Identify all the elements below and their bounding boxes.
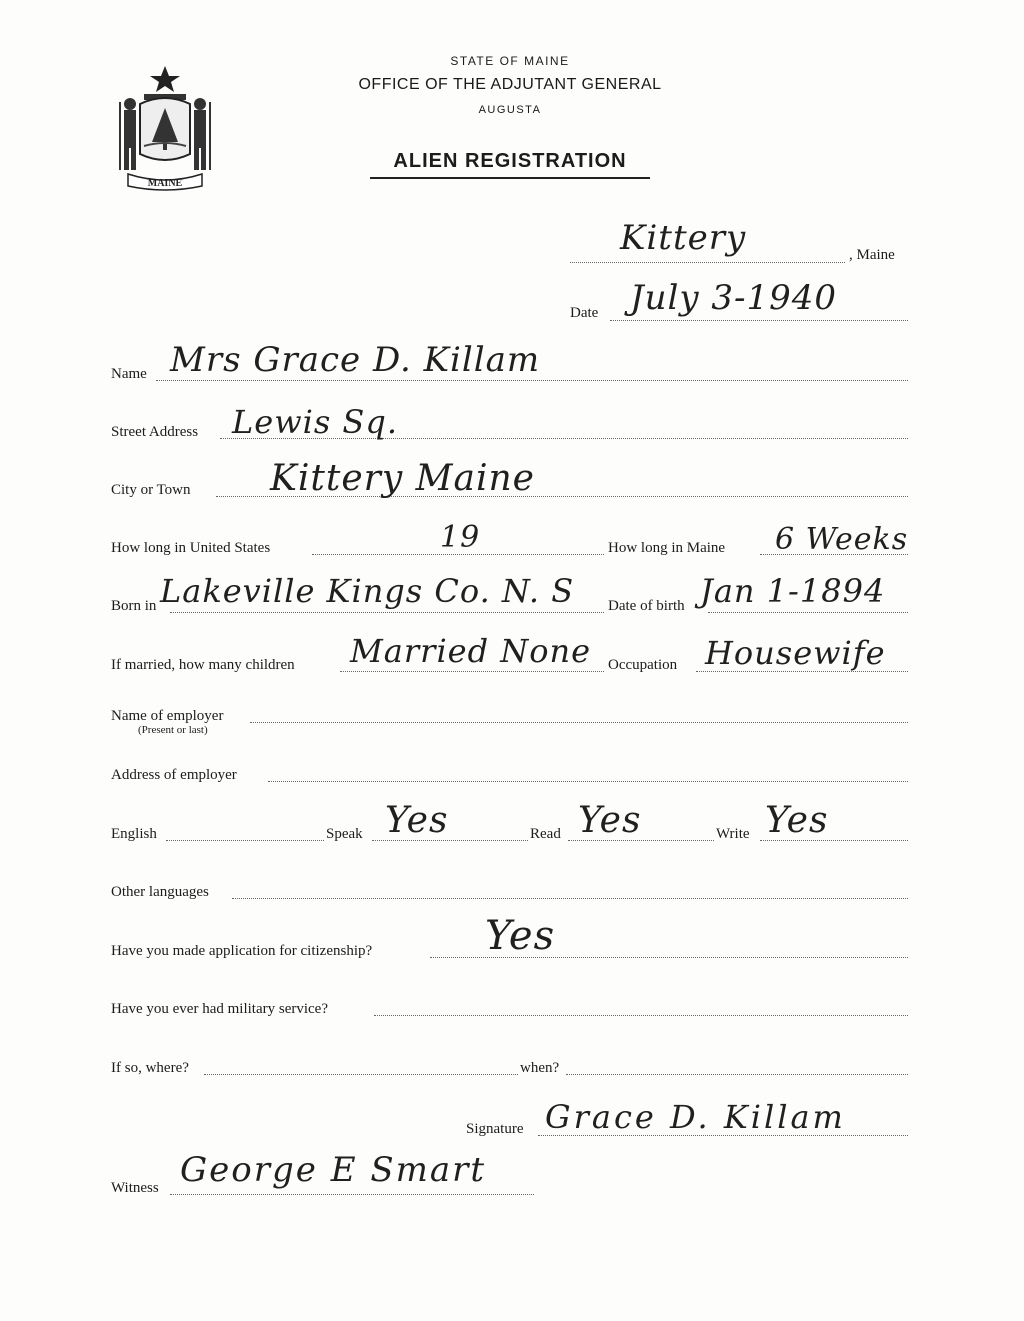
children-line [340, 671, 604, 672]
other-languages-line[interactable] [232, 898, 908, 899]
employer-line[interactable] [250, 722, 908, 723]
seal-text: MAINE [147, 178, 183, 189]
city-value[interactable]: Kittery Maine [270, 458, 535, 499]
office-heading: OFFICE OF THE ADJUTANT GENERAL [358, 76, 662, 93]
employer-label: Name of employer [111, 708, 224, 724]
english-label: English [111, 826, 157, 842]
dob-line [708, 612, 908, 613]
maine-label: How long in Maine [608, 540, 726, 556]
maine-value[interactable]: 6 Weeks [775, 522, 909, 557]
signature-label: Signature [466, 1121, 524, 1137]
signature-value[interactable]: Grace D. Killam [545, 1098, 846, 1136]
occupation-value[interactable]: Housewife [705, 634, 886, 672]
speak-label: Speak [326, 826, 363, 842]
date-line [610, 320, 908, 321]
town-line [570, 262, 845, 263]
city-heading: AUGUSTA [478, 104, 542, 116]
maine-suffix: , Maine [849, 247, 895, 263]
speak-value[interactable]: Yes [385, 800, 449, 841]
witness-value[interactable]: George E Smart [180, 1150, 487, 1190]
read-label: Read [530, 826, 561, 842]
english-line [166, 840, 324, 841]
born-value[interactable]: Lakeville Kings Co. N. S [160, 572, 575, 610]
witness-line [170, 1194, 534, 1195]
date-value[interactable]: July 3-1940 [630, 278, 838, 318]
us-label: How long in United States [111, 540, 271, 556]
dob-label: Date of birth [608, 598, 685, 614]
state-heading: STATE OF MAINE [450, 54, 570, 68]
where-line[interactable] [204, 1074, 518, 1075]
other-languages-label: Other languages [111, 884, 209, 900]
witness-label: Witness [111, 1180, 159, 1196]
name-value[interactable]: Mrs Grace D. Killam [170, 340, 541, 380]
us-value[interactable]: 19 [440, 520, 481, 555]
employer-address-line[interactable] [268, 781, 908, 782]
name-line [156, 380, 908, 381]
write-value[interactable]: Yes [765, 800, 829, 841]
street-label: Street Address [111, 424, 199, 440]
born-label: Born in [111, 598, 157, 614]
when-line[interactable] [566, 1074, 908, 1075]
street-value[interactable]: Lewis Sq. [232, 403, 398, 441]
maine-seal-icon [110, 62, 220, 192]
where-label: If so, where? [111, 1060, 189, 1076]
read-value[interactable]: Yes [578, 800, 642, 841]
born-line [170, 612, 604, 613]
form-title: ALIEN REGISTRATION [370, 150, 650, 179]
military-label: Have you ever had military service? [111, 1001, 328, 1017]
city-label: City or Town [111, 482, 191, 498]
children-value[interactable]: Married None [350, 632, 592, 670]
write-label: Write [716, 826, 750, 842]
date-label: Date [570, 305, 599, 321]
military-line[interactable] [374, 1015, 908, 1016]
name-label: Name [111, 366, 147, 382]
employer-sublabel: (Present or last) [138, 724, 208, 736]
citizenship-value[interactable]: Yes [485, 913, 556, 959]
citizenship-label: Have you made application for citizenship? [111, 943, 373, 959]
town-value[interactable]: Kittery [620, 218, 747, 258]
dob-value[interactable]: Jan 1-1894 [700, 572, 886, 610]
employer-address-label: Address of employer [111, 767, 237, 783]
occupation-label: Occupation [608, 657, 678, 673]
children-label: If married, how many children [111, 657, 295, 673]
when-label: when? [520, 1060, 560, 1076]
